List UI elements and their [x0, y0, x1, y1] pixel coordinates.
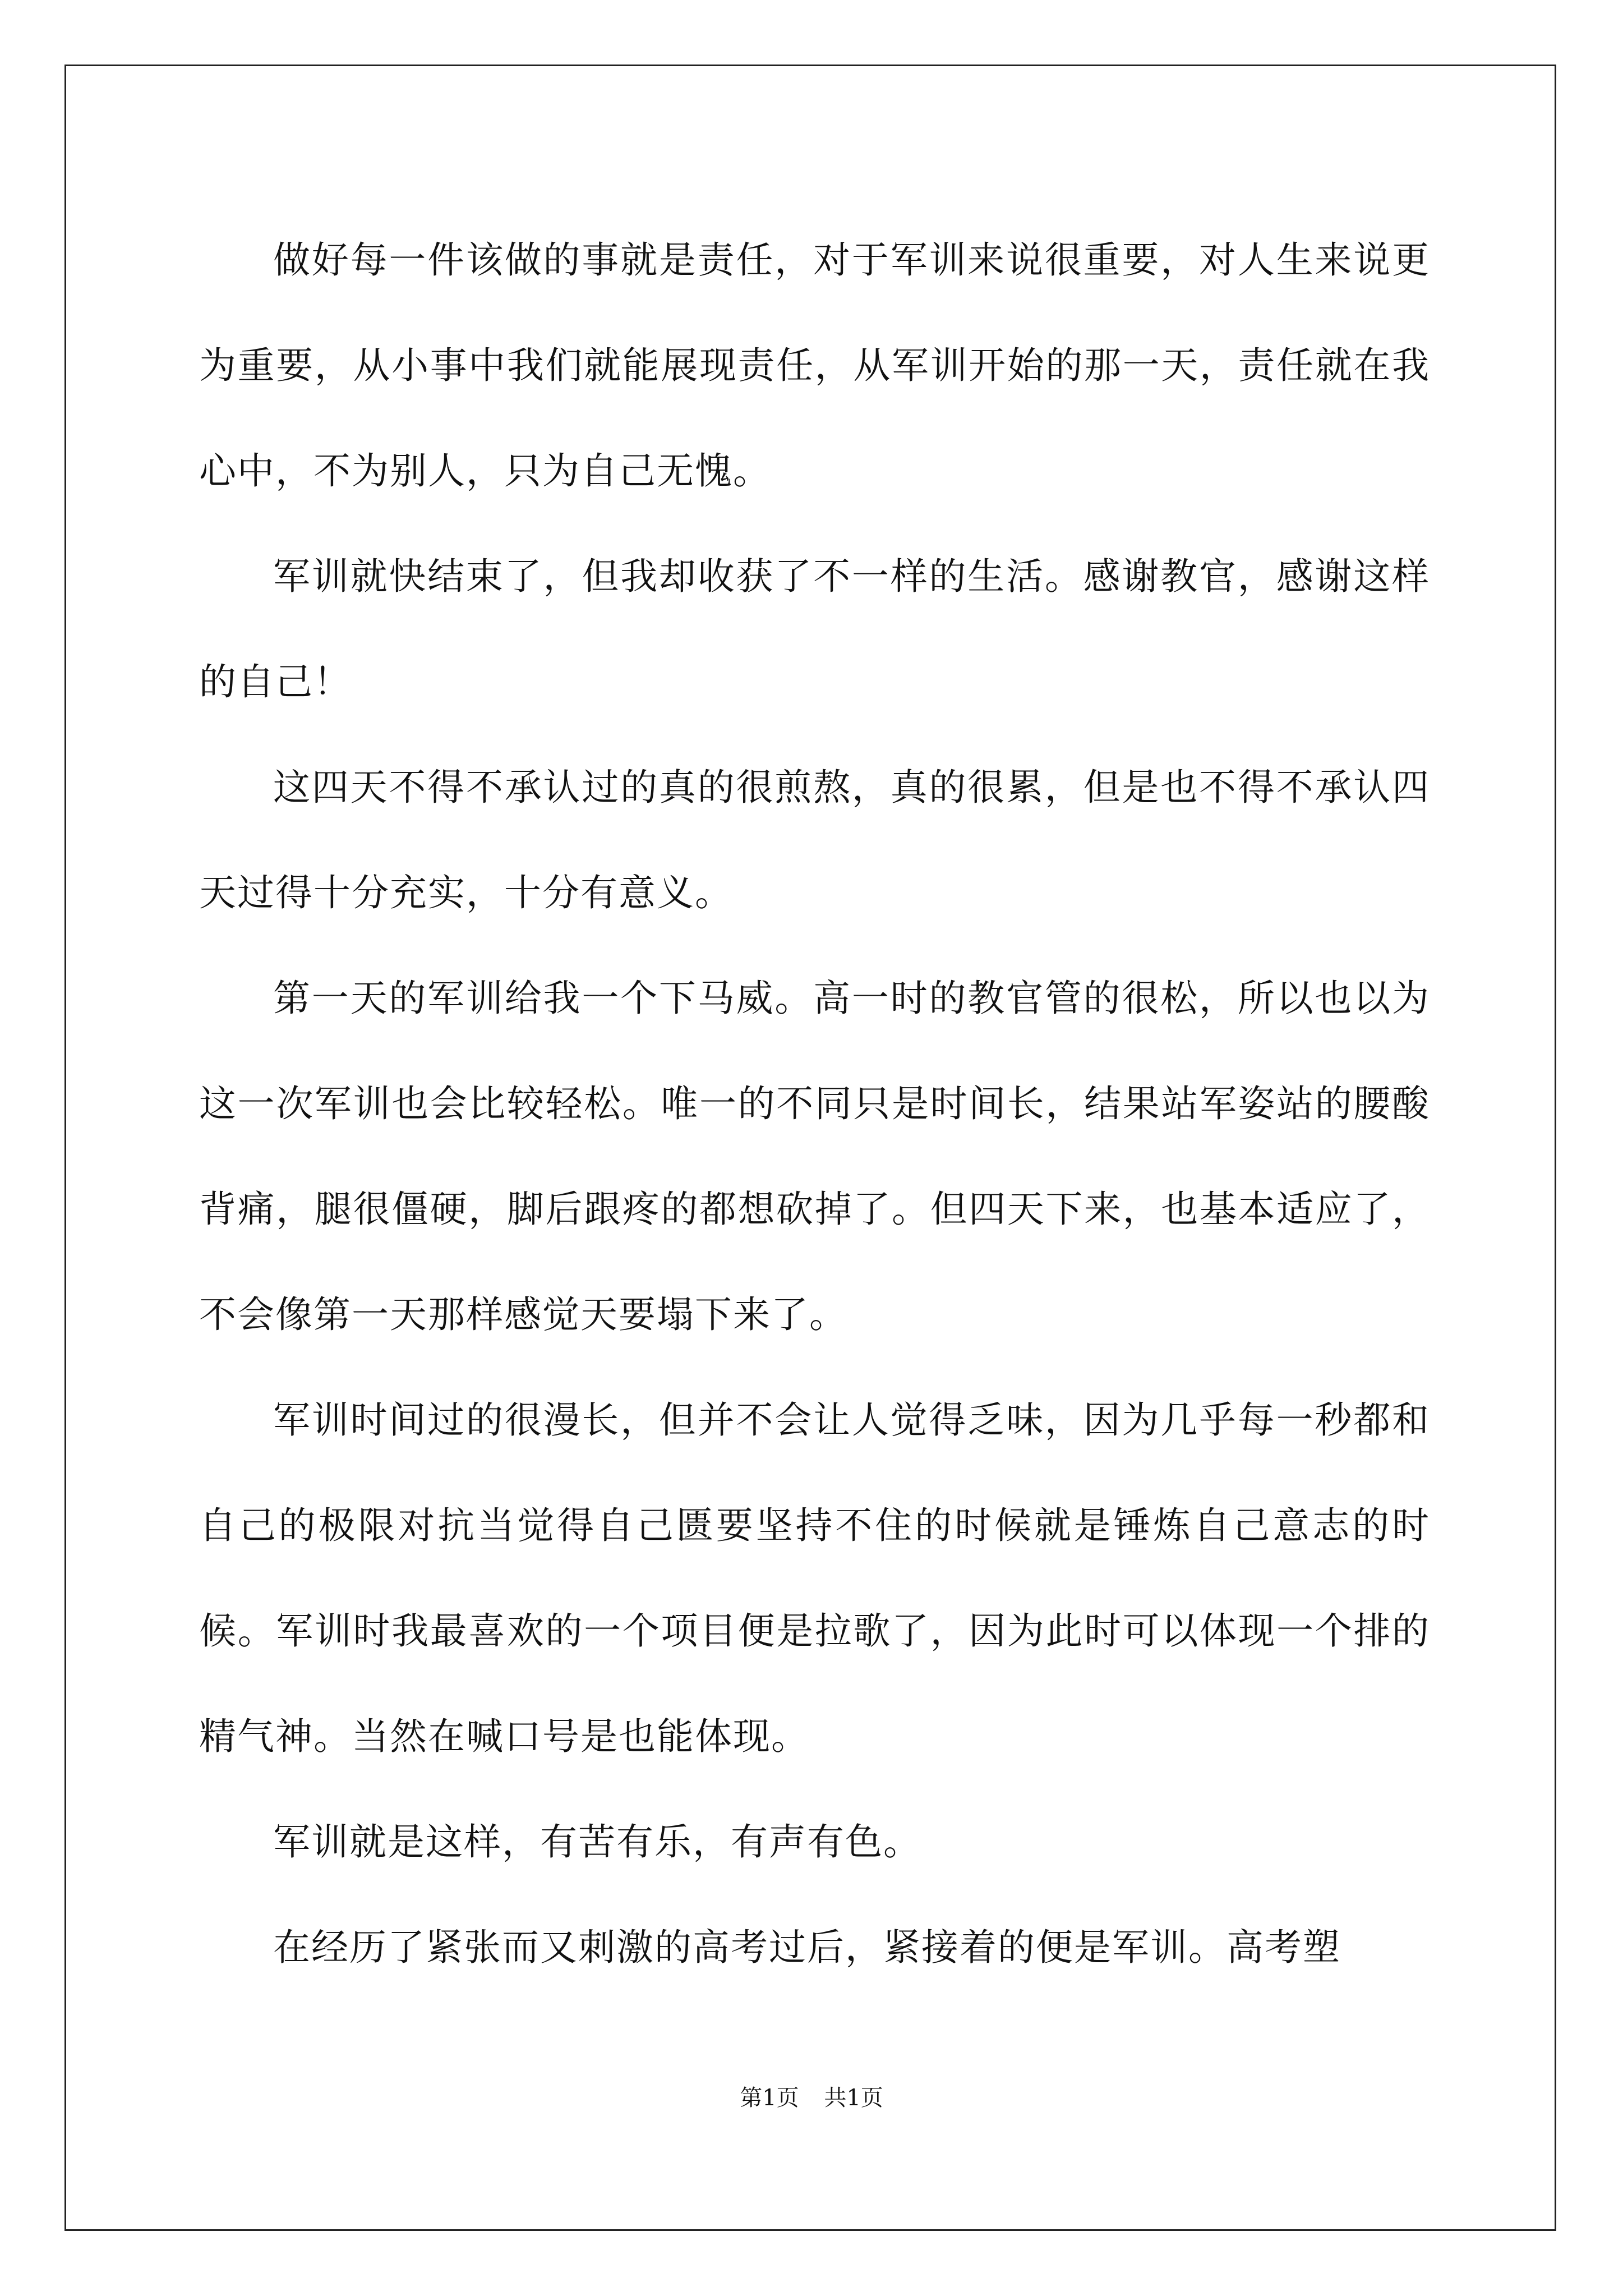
paragraph: 这四天不得不承认过的真的很煎熬，真的很累，但是也不得不承认四天过得十分充实，十分有意义。 — [199, 766, 1430, 914]
paragraph: 军训时间过的很漫长，但并不会让人觉得乏味，因为几乎每一秒都和自己的极限对抗当觉得自己匮要坚持不住的时候就是锤炼自己意志的时候。军训时我最喜欢的一个项目便是拉歌了，因为此时可以体现一个排的精气神。当然在喊口号是也能体现。 — [199, 1398, 1430, 1758]
document-body — [199, 208, 1430, 2000]
paragraph: 军训就快结束了，但我却收获了不一样的生活。感谢教官，感谢这样的自己！ — [199, 555, 1430, 703]
paragraph: 在经历了紧张而又刺激的高考过后，紧接着的便是军训。高考塑 — [273, 1926, 1341, 1969]
page-footer — [0, 2084, 1623, 2112]
paragraph: 军训就是这样，有苦有乐，有声有色。 — [273, 1820, 921, 1864]
paragraph: 做好每一件该做的事就是责任，对于军训来说很重要，对人生来说更为重要，从小事中我们就能展现责任，从军训开始的那一天，责任就在我心中，不为别人，只为自己无愧。 — [199, 238, 1430, 493]
paragraph: 第一天的军训给我一个下马威。高一时的教官管的很松，所以也以为这一次军训也会比较轻松。唯一的不同只是时间长，结果站军姿站的腰酸背痛，腿很僵硬，脚后跟疼的都想砍掉了。但四天下来，也基本适应了，不会像第一天那样感觉天要塌下来了。 — [199, 977, 1430, 1336]
current-page-number: 第1页 — [740, 2085, 799, 2111]
total-page-count: 共1页 — [824, 2085, 883, 2111]
